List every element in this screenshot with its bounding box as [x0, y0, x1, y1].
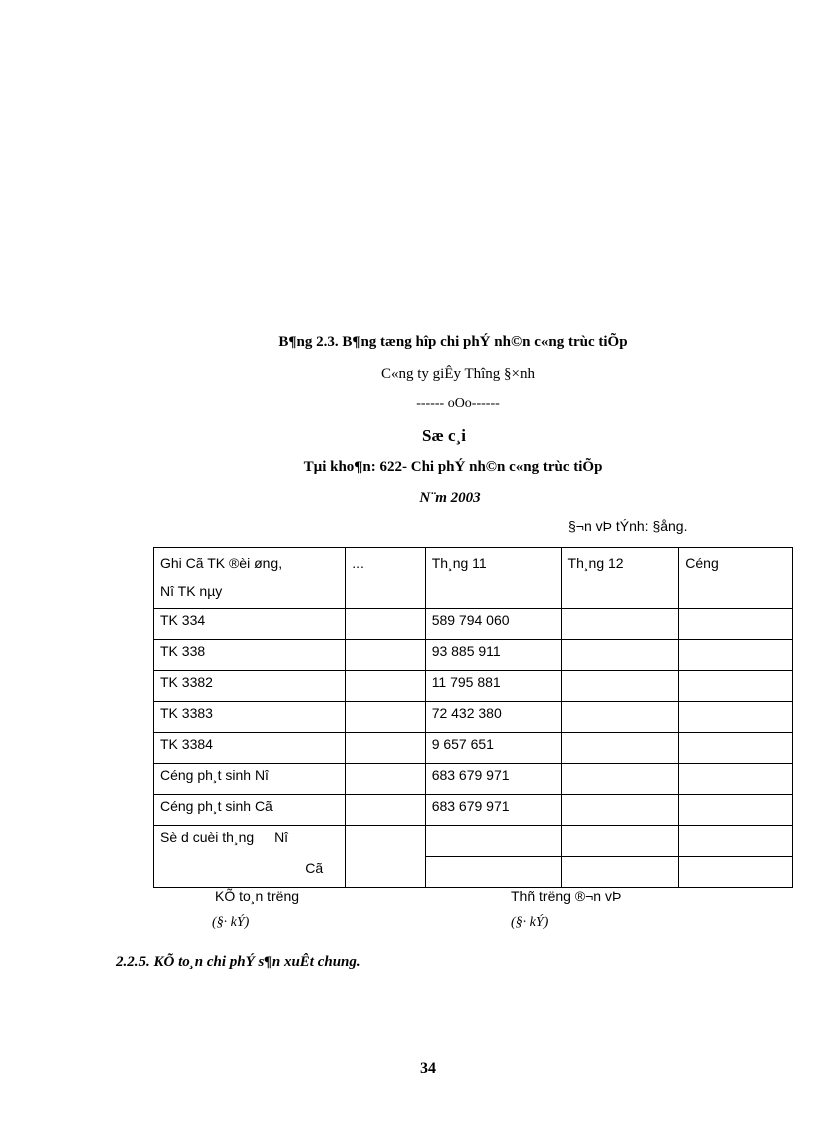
row-value-nov: 11 795 881 — [425, 671, 561, 702]
row-value-nov: 72 432 380 — [425, 702, 561, 733]
chief-accountant-title: KÕ to¸n trëng — [215, 888, 300, 904]
row-label: TK 3382 — [154, 671, 346, 702]
page-number: 34 — [420, 1060, 436, 1077]
separator: ------ oOo------ — [416, 396, 500, 411]
company-name: C«ng ty giÊy Thîng §×nh — [380, 366, 536, 382]
row-value-nov: 589 794 060 — [425, 609, 561, 640]
empty-cell — [561, 795, 679, 826]
table-caption: B¶ng 2.3. B¶ng tæng hîp chi phÝ nh©n c«ng trùc tiÕp — [278, 334, 628, 350]
empty-cell — [679, 671, 793, 702]
empty-cell — [561, 764, 679, 795]
ledger-title: Sæ c¸i — [422, 426, 466, 445]
empty-cell — [346, 702, 425, 733]
empty-cell — [346, 857, 425, 888]
empty-cell — [561, 733, 679, 764]
table-row — [154, 609, 793, 640]
closing-row-debit — [154, 826, 793, 857]
header-cell-total: Céng — [679, 548, 793, 609]
empty-cell — [561, 609, 679, 640]
header-cell-nov: Th¸ng 11 — [425, 548, 561, 609]
closing-label-cell — [154, 826, 346, 857]
row-label: TK 3384 — [154, 733, 346, 764]
empty-cell — [561, 640, 679, 671]
empty-cell — [679, 640, 793, 671]
table-row — [154, 640, 793, 671]
empty-cell — [679, 826, 793, 857]
unit-head-note: (§· kÝ) — [511, 915, 549, 930]
header-cell-account: Ghi Cã TK ®èi øng, Nî TK nµy — [154, 548, 346, 609]
table-row — [154, 671, 793, 702]
empty-cell — [679, 733, 793, 764]
empty-cell — [346, 733, 425, 764]
empty-cell — [679, 764, 793, 795]
ledger-table — [153, 547, 793, 888]
account-title: Tµi kho¶n: 622- Chi phÝ nh©n c«ng trùc tiÕp — [303, 459, 603, 475]
row-value-nov: 9 657 651 — [425, 733, 561, 764]
year-label: N¨m 2003 — [419, 490, 481, 506]
row-value-nov: 683 679 971 — [425, 795, 561, 826]
closing-row-credit — [154, 857, 793, 888]
unit-head-title: Thñ trëng ®¬n vÞ — [511, 888, 622, 904]
empty-cell — [425, 857, 561, 888]
table-header-row — [154, 548, 793, 609]
header-cell-dec: Th¸ng 12 — [561, 548, 679, 609]
row-label: Céng ph¸t sinh Cã — [154, 795, 346, 826]
closing-debit-label: Nî — [274, 829, 289, 845]
row-label: Céng ph¸t sinh Nî — [154, 764, 346, 795]
empty-cell — [679, 795, 793, 826]
empty-cell — [346, 826, 425, 857]
empty-cell — [679, 609, 793, 640]
unit-label: §¬n vÞ tÝnh: §ång. — [568, 518, 688, 534]
empty-cell — [561, 702, 679, 733]
closing-label: Sè d cuèi th¸ng — [160, 829, 255, 845]
empty-cell — [679, 857, 793, 888]
empty-cell — [561, 671, 679, 702]
table-row — [154, 702, 793, 733]
chief-accountant-note: (§· kÝ) — [212, 915, 250, 930]
empty-cell — [425, 826, 561, 857]
section-heading: 2.2.5. KÕ to¸n chi phÝ s¶n xuÊt chung. — [116, 954, 361, 970]
empty-cell — [679, 702, 793, 733]
header-cell-ellipsis: ... — [346, 548, 425, 609]
table-row — [154, 733, 793, 764]
table-row — [154, 795, 793, 826]
row-value-nov: 683 679 971 — [425, 764, 561, 795]
closing-credit-label: Cã — [154, 857, 346, 888]
empty-cell — [346, 795, 425, 826]
empty-cell — [346, 640, 425, 671]
empty-cell — [346, 609, 425, 640]
row-label: TK 3383 — [154, 702, 346, 733]
empty-cell — [346, 764, 425, 795]
row-label: TK 334 — [154, 609, 346, 640]
table-row — [154, 764, 793, 795]
row-label: TK 338 — [154, 640, 346, 671]
empty-cell — [561, 826, 679, 857]
row-value-nov: 93 885 911 — [425, 640, 561, 671]
empty-cell — [346, 671, 425, 702]
empty-cell — [561, 857, 679, 888]
